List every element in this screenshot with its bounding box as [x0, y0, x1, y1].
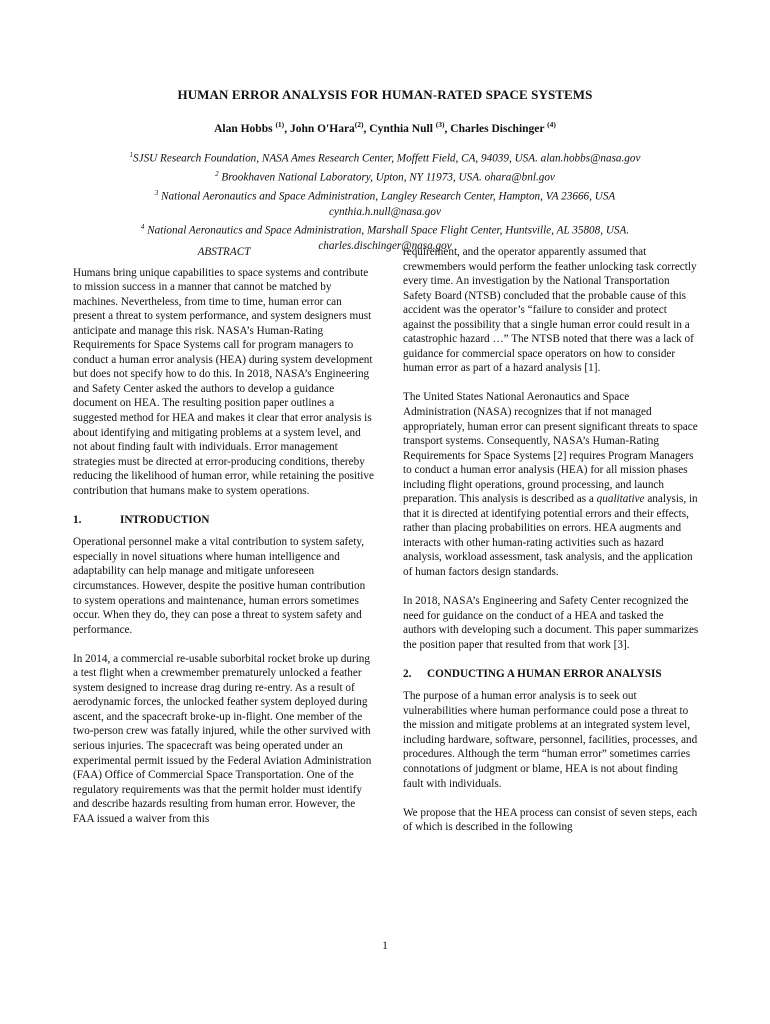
affil-text: National Aeronautics and Space Administration, Marshall Space Flight Center, Huntsville, AL 35808, USA. — [144, 225, 630, 238]
abstract-text: Humans bring unique capabilities to space systems and contribute to mission success in a manner that cannot be matched by machines. Nevertheless, from time to time, human error can present a threat to system performance, and system designers must anticipate and manage this risk. NASA’s Human-Rating Requirements for Space Systems call for program managers to conduct a human error analysis (HEA) during system development but does not specify how to do this. In 2018, NASA’s Engineering and Safety Center asked the authors to develop a guidance document on HEA. The resulting position paper outlines a suggested method for HEA and makes it clear that error analysis is about identifying and mitigating problems at a system level, and not about finding fault with individuals. Error management strategies must be directed at error-producing conditions, thereby reducing the likelihood of human error, while retaining the positive contribution that humans make to system operations. — [73, 266, 374, 497]
author-list — [0, 120, 770, 135]
affil-mark: 4 — [140, 223, 145, 232]
affil-text: National Aeronautics and Space Administration, Langley Research Center, Hampton, VA 23666, USA — [158, 190, 616, 203]
emphasis-text: qualitative — [596, 493, 645, 506]
paragraph-text: The United States National Aeronautics and Space Administration (NASA) recognizes that if not managed appropriately, human error can present significant threats to space transport systems. Consequently, NASA’s Human-Rating Requirements for Space Systems [2] requires Program Managers to conduct a human error analysis (HEA) for all mission phases including flight operations, ground processing, and launch preparation. This analysis is described as a — [403, 391, 698, 506]
affiliations — [60, 148, 710, 255]
paragraph: The purpose of a human error analysis is to seek out vulnerabilities where human performance could pose a threat to the mission and mitigate problems at an integrated system level, including hardware, software, personnel, facilities, processes, and procedures. Although the term “human error” sometimes carries connotations of judgment or blame, HEA is not about finding fault with individuals. — [403, 690, 698, 790]
author-name: Charles Dischinger — [450, 122, 545, 135]
abstract-heading: ABSTRACT — [197, 246, 251, 258]
author-name: Cynthia Null — [369, 122, 433, 135]
paragraph: In 2018, NASA’s Engineering and Safety Center recognized the need for guidance on the conduct of a HEA and tasked the authors with developing such a document. This paper summarizes the position paper that resulted from that work [3]. — [403, 595, 699, 651]
left-column — [73, 245, 375, 841]
affiliation-4 — [60, 220, 710, 239]
affiliation-3-email: cynthia.h.null@nasa.gov — [329, 206, 441, 219]
author-name: Alan Hobbs — [214, 122, 273, 135]
affil-text: Brookhaven National Laboratory, Upton, NY 11973, USA. ohara@bnl.gov — [218, 171, 555, 184]
section-number: 2. — [403, 667, 412, 680]
paragraph: requirement, and the operator apparently assumed that crewmembers would perform the feather unlocking task correctly every time. An investigation by the National Transportation Safety Board (NTSB) concluded that the probable cause of this accident was the operator’s “failure to consider and protect against the possibility that a single human error could result in a catastrophic hazard …” The NTSB noted that there was a lack of guidance for commercial space operators on how to consider human error as part of a hazard analysis [1]. — [403, 246, 697, 375]
author-separator: , — [363, 122, 370, 135]
affil-text: SJSU Research Foundation, NASA Ames Research Center, Moffett Field, CA, 94039, USA. alan.hobbs@nasa.gov — [133, 152, 641, 165]
paragraph: We propose that the HEA process can consist of seven steps, each of which is described in the following — [403, 806, 698, 834]
author-separator: , — [284, 122, 290, 135]
right-column — [403, 245, 699, 849]
author-separator: , — [444, 122, 451, 135]
paragraph-text: analysis, in that it is directed at identifying potential errors and their effects, rather than placing probabilities on errors. HEA augments and interacts with other human-rating activities such as hazard analysis, workload assessment, task analysis, and the application of human factors design standards. — [403, 493, 698, 578]
author-affil-mark: (2) — [354, 120, 364, 129]
section-heading — [73, 513, 375, 528]
paper-title: HUMAN ERROR ANALYSIS FOR HUMAN-RATED SPACE SYSTEMS — [177, 87, 593, 102]
affil-mark: 3 — [154, 189, 159, 198]
affil-mark: 1 — [129, 151, 134, 159]
author-name: John O'Hara — [289, 122, 355, 135]
affiliation-1 — [60, 148, 710, 167]
section-title: CONDUCTING A HUMAN ERROR ANALYSIS — [427, 667, 662, 680]
section-heading — [403, 667, 699, 682]
affiliation-3 — [60, 186, 710, 205]
paragraph: Operational personnel make a vital contribution to system safety, especially in novel situations where human intelligence and adaptability can help manage and mitigate unforeseen circumstances. However, despite the positive human contribution to system operations and maintenance, human errors sometimes occur. When they do, they can pose a threat to system safety and performance. — [73, 536, 366, 636]
affiliation-2 — [60, 167, 710, 186]
paragraph — [403, 390, 699, 579]
author-affil-mark: (4) — [547, 120, 556, 129]
paragraph: In 2014, a commercial re-usable suborbital rocket broke up during a test flight when a crewmember prematurely unlocked a feather system designed to increase drag during re-entry. As a result of aerodynamic forces, the unlocked feather system deployed during ascent, and the spacecraft broke-up in-flight. One member of the two-person crew was fatally injured, while the other survived with serious injuries. The spacecraft was being operated under an experimental permit issued by the Federal Aviation Administration (FAA) Office of Commercial Space Transportation. One of the regulatory requirements was that the permit holder must identify and describe hazards resulting from human error. However, the FAA issued a waiver from this — [73, 652, 372, 825]
section-title: INTRODUCTION — [120, 513, 210, 526]
author-affil-mark: (1) — [275, 120, 285, 129]
page-number: 1 — [382, 940, 388, 952]
section-number: 1. — [73, 513, 82, 526]
author-affil-mark: (3) — [435, 120, 445, 129]
affiliation-4-email: charles.dischinger@nasa.gov — [318, 240, 452, 253]
affil-mark: 2 — [215, 170, 219, 179]
